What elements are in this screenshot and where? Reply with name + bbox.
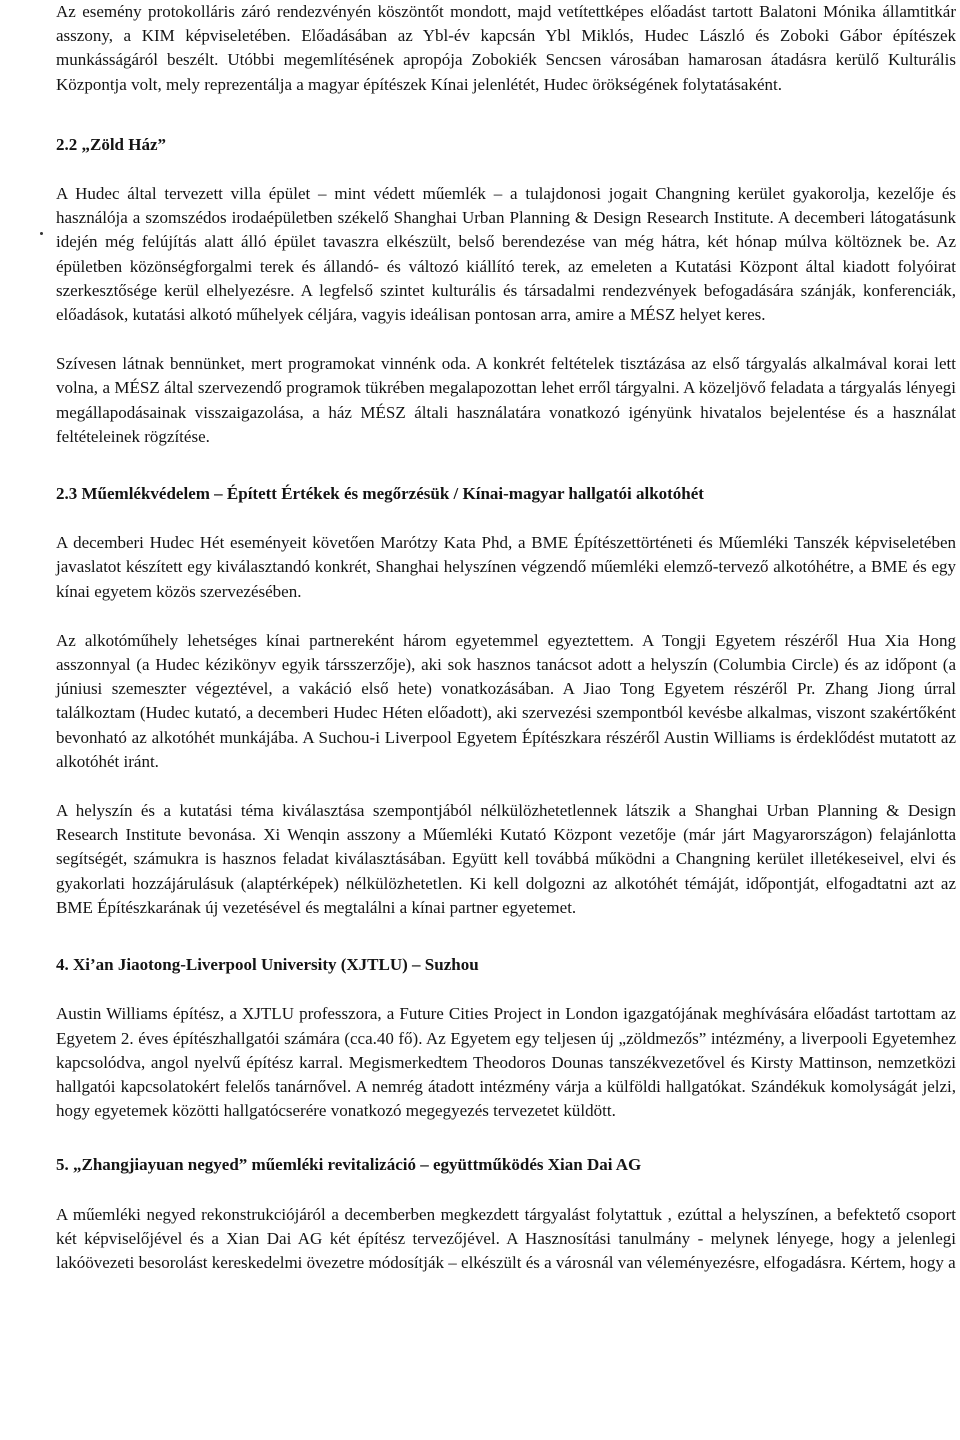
paragraph-2-3-a: A decemberi Hudec Hét eseményeit követően Marótzy Kata Phd, a BME Építészettörténeti és Műemléki Tanszék képviseletében javaslatot készített egy kiválasztandó konkrét, Shanghai helyszínen végzendő műemléki elemző-tervező alkotóhétre, a BME és egy kínai egyetem közös szervezésében. [56, 533, 956, 601]
scan-mark [40, 232, 43, 235]
section-heading-5: 5. „Zhangjiayuan negyed” műemléki revitalizáció – együttműködés Xian Dai AG [56, 1155, 642, 1175]
paragraph-5: A műemléki negyed rekonstrukciójáról a decemberben megkezdett tárgyalást folytattuk , ezúttal a helyszínen, a befektető csoport két képviselőjével és a Xian Dai AG két építész tervezőjével. A Hasznosítási tanulmány - melynek lényege, hogy a jelenlegi lakóövezeti besorolást kereskedelmi övezetre módosítják – elkészült és a városnál van véleményezésre, elfogadásra. Kértem, hogy a [56, 1204, 956, 1272]
document-page [56, 0, 956, 1275]
section-heading-2-3: 2.3 Műemlékvédelem – Épített Értékek és megőrzésük / Kínai-magyar hallgatói alkotóhét [56, 484, 704, 504]
paragraph-2-3-b: Az alkotóműhely lehetséges kínai partnereként három egyetemmel egyeztettem. A Tongji Egyetem részéről Hua Xia Hong asszonnyal (a Hudec kézikönyv egyik társszerzője), aki sok hasznos tanácsot adott a helyszín (Columbia Circle) és az időpont (a júniusi szemeszter végeztével, a vakáció első hete) vonatkozásában. A Jiao Tong Egyetem részéről Pr. Zhang Jiong úrral találkoztam (Hudec kutató, a decemberi Hudec Héten előadott), aki szervezési szempontból kevésbe alkalmas, viszont szakértőként bevonható az alkotóhét munkájába. A Suchou-i Liverpool Egyetem Építészkara részéről Austin Williams is érdeklődést mutatott az alkotóhét iránt. [56, 630, 956, 771]
paragraph-2-3-c: A helyszín és a kutatási téma kiválasztása szempontjából nélkülözhetetlennek látszik a Shanghai Urban Planning & Design Research Institute bevonása. Xi Wenqin asszony a Műemléki Kutató Központ vezetője (már járt Magyarországon) felajánlotta segítségét, számukra is hasznos feladat kiválasztásában. Együtt kell továbbá működni a Changning kerület illetékeseivel, elvi és gyakorlati hozzájárulásuk (alaptérképek) nélkülözhetetlen. Ki kell dolgozni az alkotóhét témáját, időpontját, elfogadtatni azt az BME Építészkarának új vezetésével és megtalálni a kínai partner egyetemet. [56, 801, 956, 917]
section-heading-2-2: 2.2 „Zöld Ház” [56, 134, 167, 154]
section-heading-4: 4. Xi’an Jiaotong-Liverpool University (XJTLU) – Suzhou [56, 955, 479, 975]
intro-paragraph: Az esemény protokolláris záró rendezvényén köszöntőt mondott, majd vetítettképes előadást tartott Balatoni Mónika államtitkár asszony, a KIM képviseletében. Előadásában az Ybl-év kapcsán Ybl Miklós, Hudec László és Zoboki Gábor építészek munkásságáról beszélt. Utóbbi megemlítésének apropója Zobokiék Sencsen városában hamarosan átadásra kerülő Kulturális Központja volt, mely reprezentálja a magyar építészek Kínai jelenlétét, Hudec örökségének folytatásaként. [56, 2, 956, 94]
paragraph-4: Austin Williams építész, a XJTLU professzora, a Future Cities Project in London igazgatójának meghívására előadást tartottam az Egyetem 2. éves építészhallgatói számára (cca.40 fő). Az Egyetem egy teljesen új „zöldmezős” intézmény, a liverpooli Egyetemhez kapcsolódva, angol nyelvű építész karral. Megismerkedtem Theodoros Dounas tanszékvezetővel és Kirsty Mattinson, nemzetközi hallgatói kapcsolatokért felelős tanárnővel. A nemrég átadott intézmény várja a külföldi hallgatókat. Szándékuk komolyságát jelzi, hogy egyetemek közötti hallgatócserére vonatkozó megegyezés tervezetet küldött. [56, 1004, 956, 1121]
paragraph-2-2-a: A Hudec által tervezett villa épület – mint védett műemlék – a tulajdonosi jogait Changning kerület gyakorolja, kezelője és használója a szomszédos irodaépületben székelő Shanghai Urban Planning & Design Research Institute. A decemberi látogatásunk idején még felújítás alatt álló épület tavaszra elkészült, belső berendezése van még hátra, két hónap múlva költöznek be. Az épületben közönségforgalmi terek és állandó- és változó kiállító terek, az emeleten a Kutatási Központ által kiadott folyóirat szerkesztősége kerül elhelyezésre. A legfelső szintet kulturális és társadalmi rendezvények befogadására szánják, konferenciák, előadások, kutatási alkotó műhelyek céljára, vagyis ideálisan pontosan arra, amire a MÉSZ helyet keres. [56, 184, 956, 325]
paragraph-2-2-b: Szívesen látnak bennünket, mert programokat vinnénk oda. A konkrét feltételek tisztázása az első tárgyalás alkalmával korai lett volna, a MÉSZ által szervezendő programok tükrében megalapozottan lehet erről tárgyalni. A közeljövő feladata a tárgyalás lényegi megállapodásainak visszaigazolása, a ház MÉSZ általi használatára vonatkozó igényünk hivatalos bejelentése és a használat feltételeinek rögzítése. [56, 354, 956, 446]
